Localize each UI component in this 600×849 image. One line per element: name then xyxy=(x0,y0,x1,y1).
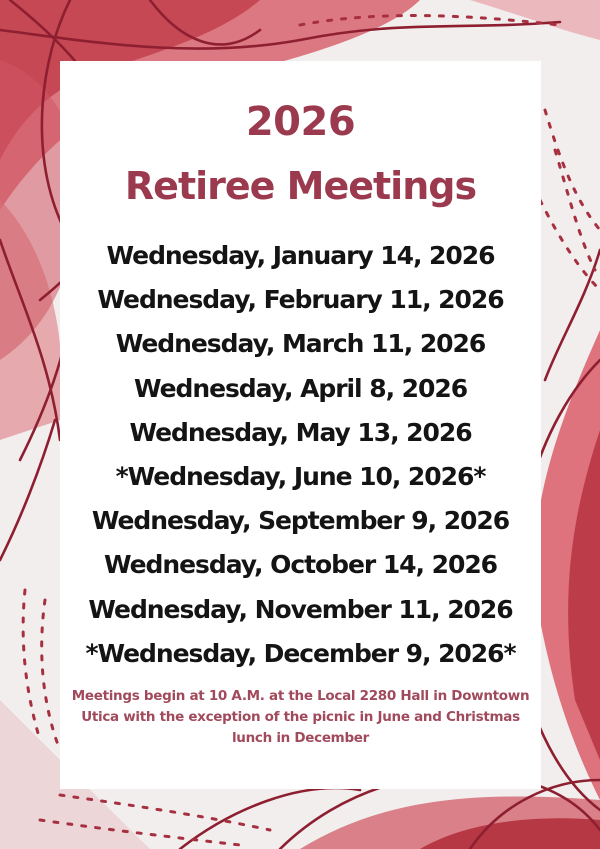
meeting-date: Wednesday, January 14, 2026 xyxy=(106,241,495,270)
schedule-card xyxy=(60,61,541,789)
meeting-date: Wednesday, April 8, 2026 xyxy=(133,373,468,403)
meeting-date: Wednesday, May 13, 2026 xyxy=(129,417,472,447)
year-heading: 2026 xyxy=(245,99,356,145)
meeting-date: Wednesday, October 14, 2026 xyxy=(103,550,498,580)
page-title: Retiree Meetings xyxy=(124,164,477,208)
meeting-date: Wednesday, November 11, 2026 xyxy=(88,594,513,624)
meeting-dates-list xyxy=(50,234,551,676)
meeting-date: *Wednesday, June 10, 2026* xyxy=(115,461,486,491)
meeting-date: *Wednesday, December 9, 2026* xyxy=(85,638,516,668)
meeting-date: Wednesday, February 11, 2026 xyxy=(97,285,504,315)
meeting-note: Meetings begin at 10 A.M. at the Local 2280 Hall in Downtown Utica with the exception of the picnic in June and Christmas lunch in December xyxy=(71,688,530,746)
meeting-date: Wednesday, March 11, 2026 xyxy=(115,329,486,359)
meeting-date: Wednesday, September 9, 2026 xyxy=(91,506,510,536)
